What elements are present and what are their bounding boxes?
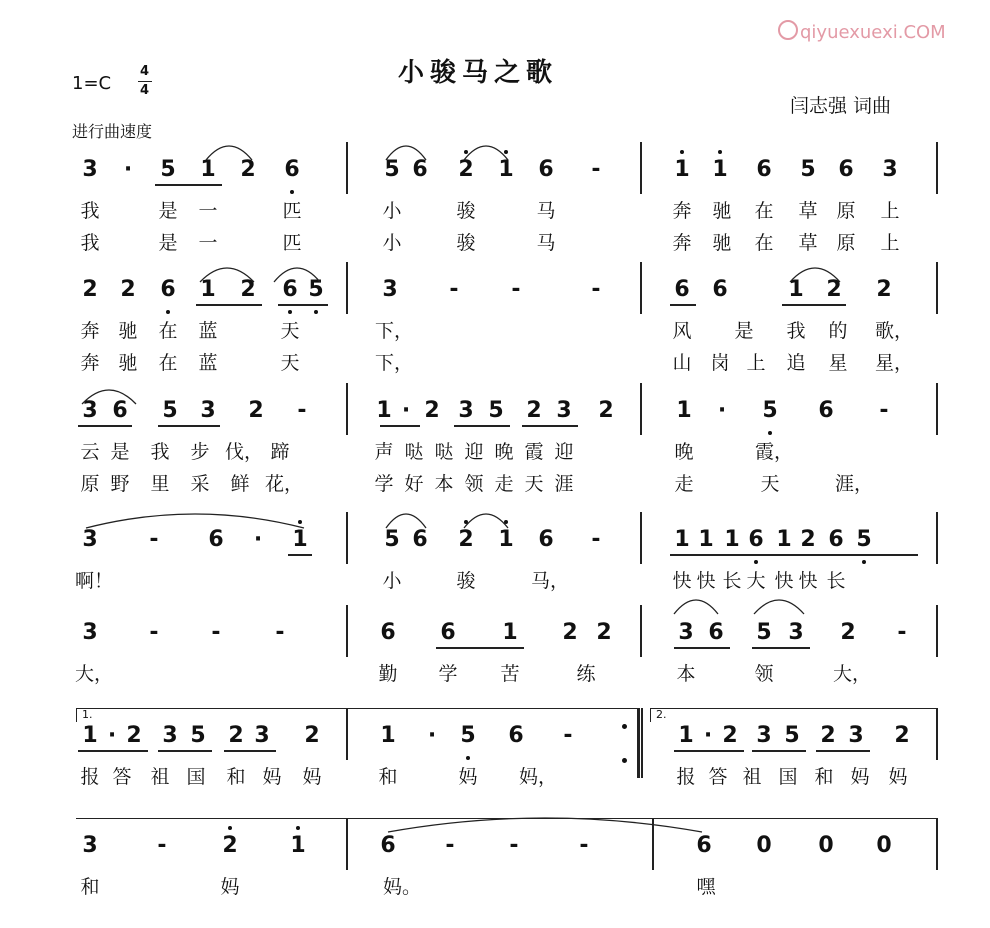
note: 1 [724,527,740,552]
note: - [591,277,601,302]
lyric-verse-1: 哒 [404,441,424,463]
lyric-verse-1: 蓝 [198,320,218,342]
lyric-verse-2: 领 [464,473,484,495]
note: 5 [160,157,176,182]
lyric-verse-1: 奔 [672,200,692,222]
note: 2 [240,157,256,182]
lyric-verse-2: 在 [158,352,178,374]
composer-credit: 闫志强 词曲 [790,95,892,117]
note: 6 [748,527,764,552]
note: 2 [876,277,892,302]
note: - [591,157,601,182]
time-signature-top: 4 [140,64,150,79]
slur-arc [464,514,508,528]
lyric-verse-1: 小 [382,200,402,222]
note: 3 [254,723,270,748]
note: · [107,723,117,748]
note: 2 [424,398,440,423]
lyric-verse-2: 马 [536,232,556,254]
lyric-verse-1: 和 [814,766,834,788]
lyric-verse-1: 领 [754,663,774,685]
note: 1 [698,527,714,552]
lyric-verse-1: 迎 [464,441,484,463]
note: 1 [678,723,694,748]
note: 2 [228,723,244,748]
note: 6 [708,620,724,645]
note: 5 [384,527,400,552]
note: 5 [460,723,476,748]
note: 6 [160,277,176,302]
slur-arc [386,514,426,528]
note: 2 [248,398,264,423]
note: 3 [556,398,572,423]
note: - [591,527,601,552]
note: 3 [788,620,804,645]
lyric-verse-2: 奔 [672,232,692,254]
note: 2 [458,157,474,182]
note: 6 [828,527,844,552]
note: 6 [756,157,772,182]
slur-arc [754,600,804,614]
lyric-verse-1: 我 [150,441,170,463]
note: 3 [82,398,98,423]
note: · [253,527,263,552]
lyric-verse-1: 学 [438,663,458,685]
lyric-verse-1: 我 [80,200,100,222]
note: - [275,620,285,645]
lyric-verse-1: 啊！ [75,570,114,592]
note: 2 [526,398,542,423]
note: 1 [676,398,692,423]
lyric-verse-1: 云 [80,441,100,463]
lyric-verse-2: 小 [382,232,402,254]
slur-arc [206,146,252,160]
lyric-verse-1: 快 [672,570,692,592]
lyric-verse-1: 原 [836,200,856,222]
lyric-verse-2: 蓝 [198,352,218,374]
slur-arc [86,514,304,528]
lyric-verse-1: 哒 [434,441,454,463]
lyric-verse-2: 天 [280,352,300,374]
note: 6 [696,833,712,858]
lyric-verse-1: 苦 [500,663,520,685]
lyric-verse-1: 妈 [458,766,478,788]
note: 1 [200,277,216,302]
note: · [401,398,411,423]
note: 6 [284,157,300,182]
lyric-verse-1: 在 [754,200,774,222]
lyric-verse-1: 驰 [118,320,138,342]
lyric-verse-2: 走 [674,473,694,495]
note: - [149,620,159,645]
time-signature-bottom: 4 [140,83,150,98]
lyric-verse-1: 歌， [875,320,914,342]
lyric-verse-1: 本 [676,663,696,685]
lyric-verse-1: 蹄 [270,441,290,463]
lyric-verse-1: 匹 [282,200,302,222]
lyric-verse-1: 驰 [712,200,732,222]
note: - [563,723,573,748]
note: 6 [380,620,396,645]
note: 2 [820,723,836,748]
lyric-verse-2: 本 [434,473,454,495]
note: · [703,723,713,748]
lyric-verse-1: 答 [112,766,132,788]
note: 1 [674,157,690,182]
note: 6 [818,398,834,423]
lyric-verse-2: 原 [80,473,100,495]
lyric-verse-1: 骏 [456,570,476,592]
lyric-verse-2: 草 [798,232,818,254]
lyric-verse-1: 马， [531,570,570,592]
lyric-verse-1: 长 [826,570,846,592]
lyric-verse-2: 匹 [282,232,302,254]
note: 1 [712,157,728,182]
lyric-verse-1: 霞 [524,441,544,463]
note: - [579,833,589,858]
lyric-verse-1: 是 [158,200,178,222]
note: 2 [826,277,842,302]
note: - [509,833,519,858]
lyric-verse-2: 星， [875,352,914,374]
lyric-verse-2: 上 [746,352,766,374]
note: - [211,620,221,645]
note: - [897,620,907,645]
lyric-verse-2: 花， [265,473,304,495]
slur-arc [82,390,136,404]
note: 2 [596,620,612,645]
lyric-verse-2: 鲜 [230,473,250,495]
lyric-verse-2: 涯， [835,473,874,495]
note: 3 [382,277,398,302]
lyric-verse-1: 草 [798,200,818,222]
lyric-verse-2: 驰 [712,232,732,254]
lyric-verse-2: 学 [374,473,394,495]
note: - [511,277,521,302]
slur-arc [386,146,426,160]
lyric-verse-2: 采 [190,473,210,495]
note: 6 [538,157,554,182]
lyric-verse-2: 驰 [118,352,138,374]
lyric-verse-1: 大 [746,570,766,592]
lyric-verse-1: 祖 [742,766,762,788]
lyric-verse-2: 天 [760,473,780,495]
lyric-verse-2: 涯 [554,473,574,495]
note: 1 [776,527,792,552]
lyric-verse-1: 一 [198,200,218,222]
lyric-verse-1: 天 [280,320,300,342]
lyric-verse-2: 原 [836,232,856,254]
lyric-verse-1: 小 [382,570,402,592]
note: 5 [784,723,800,748]
note: 0 [756,833,772,858]
lyric-verse-2: 上 [880,232,900,254]
lyric-verse-1: 是 [110,441,130,463]
volta-label: 1. [82,708,93,721]
lyric-verse-1: 妈。 [383,876,422,898]
note: 6 [112,398,128,423]
note: - [149,527,159,552]
note: 2 [240,277,256,302]
lyric-verse-1: 练 [576,663,596,685]
note: - [157,833,167,858]
note: 2 [120,277,136,302]
note: 3 [82,833,98,858]
key-signature: 1=C [72,73,112,94]
slur-arc [464,146,508,160]
note: 1 [290,833,306,858]
note: - [449,277,459,302]
lyric-verse-1: 是 [734,320,754,342]
note: 6 [538,527,554,552]
lyric-verse-1: 祖 [150,766,170,788]
note: 5 [800,157,816,182]
lyric-verse-2: 骏 [456,232,476,254]
note: 5 [308,277,324,302]
note: 0 [818,833,834,858]
tempo-marking: 进行曲速度 [72,122,153,141]
note: · [427,723,437,748]
lyric-verse-1: 伐， [225,441,264,463]
note: 2 [304,723,320,748]
note: 5 [488,398,504,423]
slur-arc [274,268,320,282]
note: 5 [762,398,778,423]
volta-label: 2. [656,708,667,721]
note: 2 [840,620,856,645]
note: 1 [498,157,514,182]
lyric-verse-1: 马 [536,200,556,222]
song-title: 小骏马之歌 [398,58,559,88]
watermark-text: qiyuexuexi.COM [800,22,946,43]
lyric-verse-2: 我 [80,232,100,254]
lyric-verse-1: 勤 [378,663,398,685]
lyric-verse-1: 大， [75,663,114,685]
note: 6 [674,277,690,302]
lyric-verse-1: 声 [374,441,394,463]
lyric-verse-1: 妈 [302,766,322,788]
note: 1 [380,723,396,748]
note: 1 [498,527,514,552]
lyric-verse-1: 国 [186,766,206,788]
lyric-verse-1: 的 [828,320,848,342]
note: 6 [508,723,524,748]
lyric-verse-2: 野 [110,473,130,495]
note: 1 [292,527,308,552]
note: 2 [458,527,474,552]
note: 5 [756,620,772,645]
lyric-verse-2: 下， [375,352,414,374]
lyric-verse-2: 星 [828,352,848,374]
note: 5 [190,723,206,748]
note: - [297,398,307,423]
lyric-verse-1: 晚 [494,441,514,463]
note: 5 [162,398,178,423]
note: 1 [674,527,690,552]
note: 3 [82,157,98,182]
lyric-verse-1: 和 [80,876,100,898]
note: 3 [458,398,474,423]
note: 6 [208,527,224,552]
note: - [879,398,889,423]
lyric-verse-1: 风 [672,320,692,342]
note: 3 [848,723,864,748]
note: 6 [838,157,854,182]
lyric-verse-1: 和 [378,766,398,788]
note: 3 [82,527,98,552]
note: 1 [82,723,98,748]
slur-arc [674,600,718,614]
note: 1 [200,157,216,182]
slur-arc [388,818,702,832]
note: 3 [678,620,694,645]
note: 2 [126,723,142,748]
note: 6 [412,157,428,182]
slur-arc [790,268,840,282]
lyric-verse-2: 山 [672,352,692,374]
note: 2 [562,620,578,645]
note: 2 [894,723,910,748]
note: 3 [882,157,898,182]
lyric-verse-2: 奔 [80,352,100,374]
lyric-verse-1: 报 [80,766,100,788]
lyric-verse-2: 走 [494,473,514,495]
note: 0 [876,833,892,858]
lyric-verse-1: 霞， [755,441,794,463]
lyric-verse-1: 大， [833,663,872,685]
note: 1 [502,620,518,645]
note: 2 [222,833,238,858]
note: 2 [598,398,614,423]
note: 6 [440,620,456,645]
lyric-verse-1: 答 [708,766,728,788]
lyric-verse-1: 妈， [519,766,558,788]
lyric-verse-1: 在 [158,320,178,342]
lyric-verse-1: 报 [676,766,696,788]
note: 6 [282,277,298,302]
lyric-verse-1: 奔 [80,320,100,342]
note: 6 [412,527,428,552]
lyric-verse-1: 骏 [456,200,476,222]
note: - [445,833,455,858]
lyric-verse-2: 一 [198,232,218,254]
lyric-verse-1: 国 [778,766,798,788]
lyric-verse-1: 晚 [674,441,694,463]
lyric-verse-2: 在 [754,232,774,254]
lyric-verse-2: 里 [150,473,170,495]
note: 2 [82,277,98,302]
lyric-verse-2: 天 [524,473,544,495]
note: 5 [856,527,872,552]
lyric-verse-1: 快 [774,570,794,592]
note: · [123,157,133,182]
lyric-verse-1: 我 [786,320,806,342]
note: 1 [376,398,392,423]
note: · [717,398,727,423]
lyric-verse-2: 是 [158,232,178,254]
note: 3 [200,398,216,423]
note: 3 [82,620,98,645]
lyric-verse-1: 和 [226,766,246,788]
note: 2 [722,723,738,748]
slur-arc [200,268,254,282]
lyric-verse-1: 长 [722,570,742,592]
lyric-verse-1: 妈 [262,766,282,788]
lyric-verse-1: 下， [375,320,414,342]
lyric-verse-1: 迎 [554,441,574,463]
note: 5 [384,157,400,182]
lyric-verse-1: 快 [798,570,818,592]
lyric-verse-1: 上 [880,200,900,222]
lyric-verse-2: 岗 [710,352,730,374]
lyric-verse-1: 妈 [850,766,870,788]
note: 3 [756,723,772,748]
lyric-verse-2: 追 [786,352,806,374]
lyric-verse-1: 步 [190,441,210,463]
note: 1 [788,277,804,302]
note: 3 [162,723,178,748]
lyric-verse-1: 快 [696,570,716,592]
note: 6 [712,277,728,302]
note: 6 [380,833,396,858]
lyric-verse-1: 妈 [888,766,908,788]
lyric-verse-1: 妈 [220,876,240,898]
lyric-verse-1: 嘿 [696,876,716,898]
note: 2 [800,527,816,552]
lyric-verse-2: 好 [404,473,424,495]
